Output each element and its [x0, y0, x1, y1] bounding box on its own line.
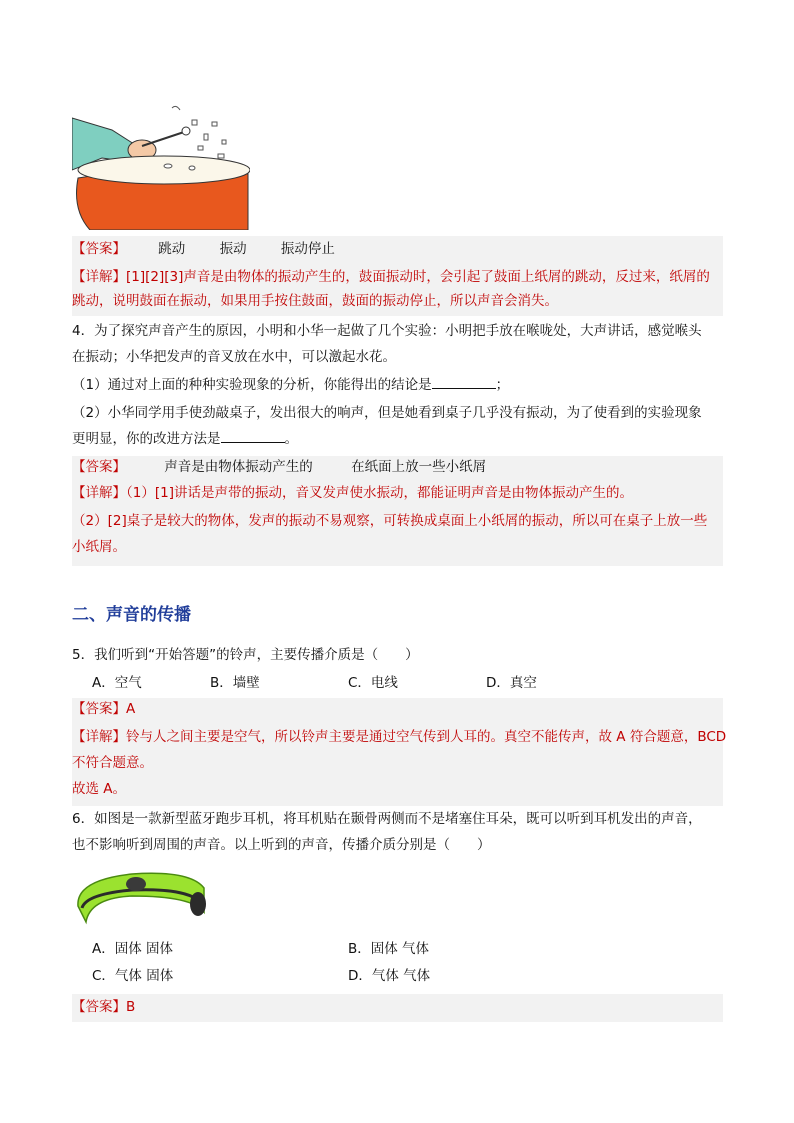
q5-option-d: D．真空 — [486, 675, 537, 691]
drum-illustration — [72, 100, 250, 230]
q6-option-b: B．固体 气体 — [348, 941, 430, 957]
q4-stem-line2: 在振动；小华把发声的音叉放在水中，可以激起水花。 — [72, 349, 396, 365]
q3-detail-text1: [1][2][3]声音是由物体的振动产生的，鼓面振动时，会引起了鼓面上纸屑的跳动，反过来，纸屑的 — [126, 269, 710, 285]
q5-detail-line3: 故选 A。 — [72, 781, 127, 797]
q5-option-a: A．空气 — [92, 675, 142, 691]
q6-answer: B — [126, 999, 136, 1015]
detail-tag: 【详解】 — [72, 269, 126, 285]
q6-option-d: D．气体 气体 — [348, 968, 431, 984]
answer-tag: 【答案】 — [72, 701, 126, 717]
q3-answer-2: 振动 — [219, 241, 247, 257]
q5-detail-text1: 铃与人之间主要是空气，所以铃声主要是通过空气传到人耳的。真空不能传声，故 A 符合题意，BCD — [126, 729, 727, 745]
q4-answer-1: 声音是由物体振动产生的 — [164, 459, 313, 475]
q3-answer-3: 振动停止 — [280, 241, 335, 257]
q4-sub1-end: ； — [495, 377, 510, 393]
q4-answer-box — [72, 456, 723, 566]
q4-answer-2: 在纸面上放一些小纸屑 — [351, 459, 487, 475]
detail-tag: 【详解】 — [72, 485, 126, 501]
q3-detail-line2: 跳动，说明鼓面在振动，如果用手按住鼓面，鼓面的振动停止，所以声音会消失。 — [72, 293, 558, 309]
q6-answer-box — [72, 994, 723, 1022]
q4-answer-line — [72, 456, 486, 478]
answer-tag: 【答案】 — [72, 459, 126, 475]
headphone-illustration — [72, 866, 208, 930]
q6-option-a: A．固体 固体 — [92, 941, 174, 957]
q5-option-b: B．墙壁 — [210, 675, 260, 691]
q5-stem: 5．我们听到“开始答题”的铃声，主要传播介质是（ ） — [72, 647, 419, 663]
answer-blank — [432, 374, 496, 389]
q6-stem-line2: 也不影响听到周围的声音。以上听到的声音，传播介质分别是（ ） — [72, 837, 491, 853]
q6-option-c: C．气体 固体 — [92, 968, 174, 984]
q4-stem-line1: 4．为了探究声音产生的原因，小明和小华一起做了几个实验：小明把手放在喉咙处，大声讲话，感觉喉头 — [72, 323, 702, 339]
q3-detail-line1 — [72, 266, 710, 288]
q5-answer-line — [72, 698, 135, 720]
q5-option-c: C．电线 — [348, 675, 398, 691]
answer-tag: 【答案】 — [72, 999, 126, 1015]
q3-answer-line — [72, 238, 335, 260]
q4-detail-line1 — [72, 482, 633, 504]
answer-blank — [221, 428, 285, 443]
q4-detail-text1: （1）[1]讲话是声带的振动，音叉发声使水振动，都能证明声音是由物体振动产生的。 — [126, 485, 633, 501]
q4-detail-line2: （2）[2]桌子是较大的物体，发声的振动不易观察，可转换成桌面上小纸屑的振动，所以可在桌子上放一些 — [72, 513, 708, 529]
q4-sub1 — [72, 374, 509, 396]
q5-answer: A — [126, 701, 136, 717]
q4-sub1-text: （1）通过对上面的种种实验现象的分析，你能得出的结论是 — [72, 377, 432, 393]
q4-detail-line3: 小纸屑。 — [72, 539, 126, 555]
q4-sub2-line2 — [72, 428, 298, 450]
q3-answer-1: 跳动 — [158, 241, 186, 257]
q6-answer-line — [72, 996, 135, 1018]
q6-stem-line1: 6．如图是一款新型蓝牙跑步耳机，将耳机贴在颞骨两侧而不是堵塞住耳朵，既可以听到耳机发出的声音， — [72, 811, 702, 827]
detail-tag: 【详解】 — [72, 729, 126, 745]
q5-detail-line2: 不符合题意。 — [72, 755, 153, 771]
q5-detail-line1 — [72, 726, 726, 748]
q4-sub2-end: 。 — [284, 431, 298, 447]
section-heading: 二、声音的传播 — [72, 605, 191, 625]
q5-answer-box — [72, 698, 727, 806]
answer-tag: 【答案】 — [72, 241, 126, 257]
q4-sub2-text: 更明显，你的改进方法是 — [72, 431, 221, 447]
q4-sub2-line1: （2）小华同学用手使劲敲桌子，发出很大的响声，但是她看到桌子几乎没有振动，为了使看到的实验现象 — [72, 405, 702, 421]
q3-answer-box — [72, 236, 723, 316]
